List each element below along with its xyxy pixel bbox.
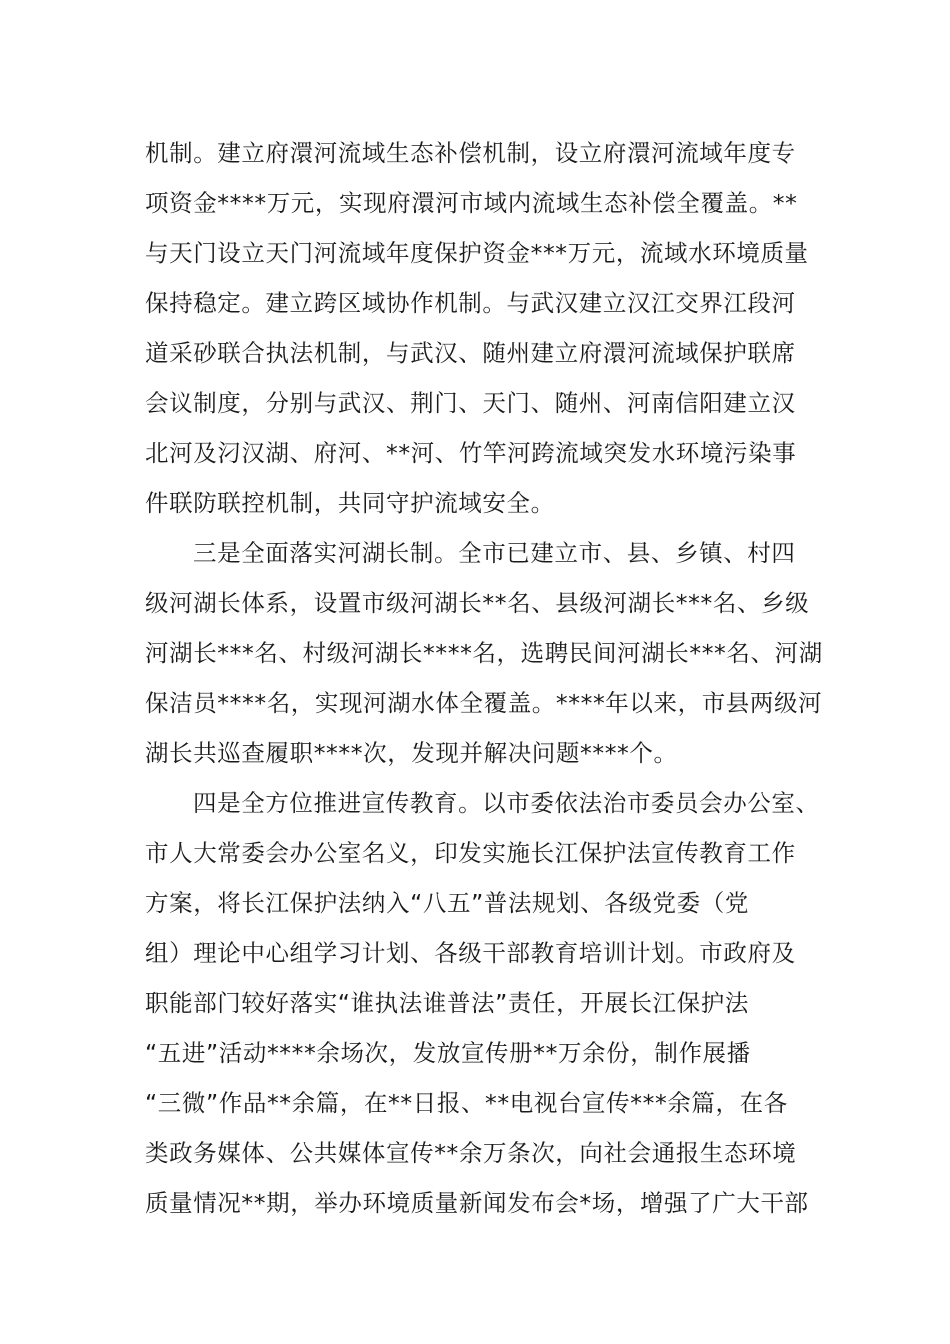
text-line: 项资金****万元，实现府澴河市域内流域生态补偿全覆盖。** bbox=[145, 189, 798, 217]
text-line: “五进”活动****余场次，发放宣传册**万余份，制作展播 bbox=[145, 1039, 751, 1067]
text-line: 道采砂联合执法机制，与武汉、随州建立府澴河流域保护联席 bbox=[145, 339, 796, 367]
text-line: “三微”作品**余篇，在**日报、**电视台宣传***余篇，在各 bbox=[145, 1089, 788, 1117]
text-line: 保持稳定。建立跨区域协作机制。与武汉建立汉江交界江段河 bbox=[145, 289, 796, 317]
text-line: 方案，将长江保护法纳入“八五”普法规划、各级党委（党 bbox=[145, 889, 749, 917]
text-line: 职能部门较好落实“谁执法谁普法”责任，开展长江保护法 bbox=[145, 989, 749, 1017]
text-line: 件联防联控机制，共同守护流域安全。 bbox=[145, 489, 555, 517]
text-line: 级河湖长体系，设置市级河湖长**名、县级河湖长***名、乡级 bbox=[145, 589, 810, 617]
text-line: 湖长共巡查履职****次，发现并解决问题****个。 bbox=[145, 739, 678, 767]
text-line: 北河及汈汉湖、府河、**河、竹竿河跨流域突发水环境污染事 bbox=[145, 439, 797, 467]
body-text bbox=[145, 128, 823, 1228]
text-line: 类政务媒体、公共媒体宣传**余万条次，向社会通报生态环境 bbox=[145, 1139, 797, 1167]
text-line: 组）理论中心组学习计划、各级干部教育培训计划。市政府及 bbox=[145, 939, 796, 967]
text-line: 质量情况**期，举办环境质量新闻发布会*场，增强了广大干部 bbox=[145, 1189, 809, 1217]
paragraph-start-line: 三是全面落实河湖长制。全市已建立市、县、乡镇、村四 bbox=[193, 539, 796, 567]
paragraph-start-line: 四是全方位推进宣传教育。以市委依法治市委员会办公室、 bbox=[193, 789, 820, 817]
text-line: 河湖长***名、村级河湖长****名，选聘民间河湖长***名、河湖 bbox=[145, 639, 823, 667]
text-line: 会议制度，分别与武汉、荆门、天门、随州、河南信阳建立汉 bbox=[145, 389, 796, 417]
text-line: 市人大常委会办公室名义，印发实施长江保护法宣传教育工作 bbox=[145, 839, 796, 867]
text-line: 机制。建立府澴河流域生态补偿机制，设立府澴河流域年度专 bbox=[145, 139, 796, 167]
text-line: 保洁员****名，实现河湖水体全覆盖。****年以来，市县两级河 bbox=[145, 689, 823, 717]
text-line: 与天门设立天门河流域年度保护资金***万元，流域水环境质量 bbox=[145, 239, 809, 267]
